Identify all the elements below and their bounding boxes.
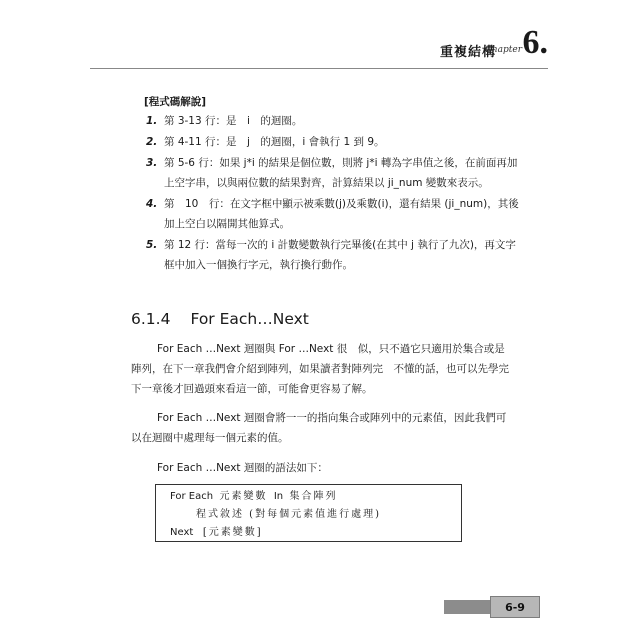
chapter-label: Chapter: [484, 45, 522, 55]
item-text: 第 10 行：在文字框中顯示被乘數(j)及乘數(i)，還有結果 (ji_num)，其後加上空白以隔開其他算式。: [164, 198, 519, 230]
code-explanation-list: [144, 111, 524, 276]
item-number: 2.: [146, 136, 158, 148]
item-number: 1.: [146, 115, 158, 127]
collection-array: 集合陣列: [289, 491, 338, 502]
page-number: 6-9: [490, 596, 540, 618]
section-heading: [131, 310, 309, 328]
chapter-title: 重複結構: [439, 45, 496, 60]
item-text: 第 4-11 行：是 j 的迴圈，i 會執行 1 到 9。: [164, 136, 385, 148]
item-text: 第 12 行：當每一次的 i 計數變數執行完畢後(在其中 j 執行了九次)，再文字框中加入一個換行字元，執行換行動作。: [164, 239, 516, 271]
syntax-line: [170, 523, 263, 538]
keyword-in: In: [273, 491, 284, 502]
body-paragraph: For Each …Next 迴圈會將一一的指向集合或陣列中的元素值，因此我們可以在迴圈中處理每一個元素的值。: [131, 412, 507, 444]
item-text: 第 5-6 行：如果 j*i 的結果是個位數，則將 j*i 轉為字串值之後，在前面再加上空字串，以與兩位數的結果對齊，計算結果以 ji_num 變數來表示。: [164, 157, 518, 189]
explanation-item: [144, 235, 524, 275]
code-explanation-heading: [程式碼解說]: [144, 96, 207, 108]
body-paragraph: For Each …Next 迴圈與 For …Next 很 似，只不過它只適用於集合或是陣列，在下一章我們會介紹到陣列，如果讀者對陣列完 不懂的話，也可以先學完下一章後才回過頭來看這一節，可能會更容易了解。: [131, 343, 509, 395]
item-number: 3.: [146, 157, 158, 169]
syntax-intro: For Each …Next 迴圈的語法如下：: [157, 462, 328, 474]
header-divider: [90, 68, 548, 69]
item-text: 第 3-13 行：是 i 的迴圈。: [164, 115, 303, 127]
section-title: For Each…Next: [190, 310, 309, 328]
element-variable: 元素變數: [219, 491, 268, 502]
item-number: 4.: [146, 198, 158, 210]
item-number: 5.: [146, 239, 158, 251]
syntax-statement: 程式敘述 (對每個元素值進行處理): [196, 509, 381, 520]
syntax-box: [155, 484, 462, 542]
explanation-item: [144, 153, 524, 193]
chapter-number: 6.: [522, 24, 548, 61]
explanation-item: [144, 132, 524, 152]
explanation-item: [144, 194, 524, 234]
explanation-item: [144, 111, 524, 131]
optional-element-variable: [元素變數]: [202, 527, 263, 538]
section-number: 6.1.4: [131, 310, 171, 328]
keyword-for-each: For Each: [170, 491, 214, 502]
syntax-line: [170, 487, 337, 502]
keyword-next: Next: [170, 527, 194, 538]
